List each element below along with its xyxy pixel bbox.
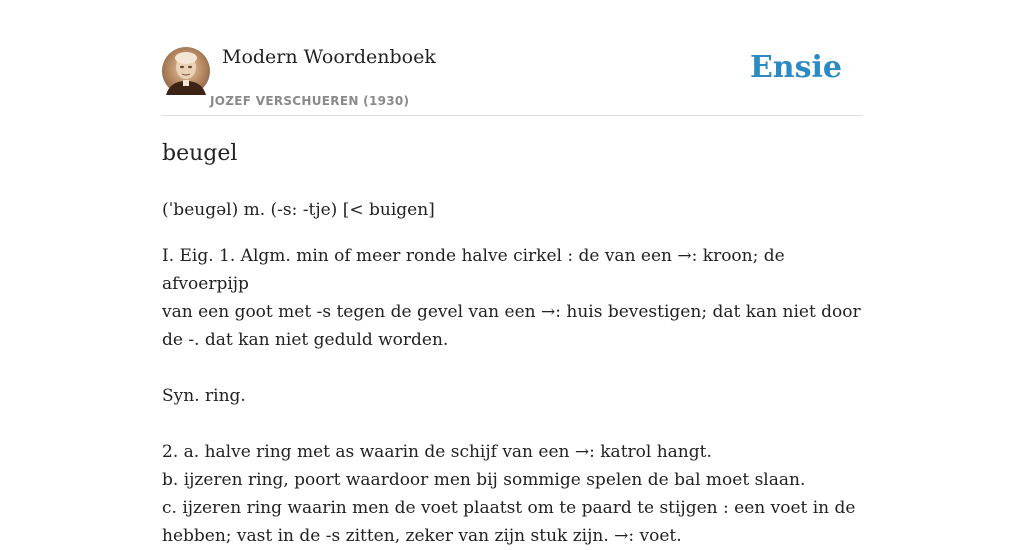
definition-line: c. ijzeren ring waarin men de voet plaatst om te paard te stijgen : een voet in de <box>162 498 856 518</box>
ensie-logo-link[interactable]: Ensie <box>749 50 842 85</box>
definition-line: hebben; vast in de -s zitten, zeker van zijn stuk zijn. →: voet. <box>162 526 682 546</box>
entry-pronunciation: (ˈbeugəl) m. (-s: -tje) [< buigen] <box>162 200 435 220</box>
dictionary-header <box>162 40 862 116</box>
book-title[interactable]: Modern Woordenboek <box>222 46 436 68</box>
definition-line: de -. dat kan niet geduld worden. <box>162 330 449 350</box>
entry-definition <box>162 242 862 550</box>
entry-headword: beugel <box>162 141 238 166</box>
definition-line: van een goot met -s tegen de gevel van een →: huis bevestigen; dat kan niet door <box>162 302 861 322</box>
definition-spacer <box>162 354 862 382</box>
author-avatar <box>162 47 210 95</box>
book-author: JOZEF VERSCHUEREN (1930) <box>210 94 410 108</box>
definition-line: Syn. ring. <box>162 386 246 406</box>
entry-content <box>162 138 862 550</box>
author-portrait-icon <box>162 47 210 95</box>
definition-line: 2. a. halve ring met as waarin de schijf van een →: katrol hangt. <box>162 442 712 462</box>
definition-line: b. ijzeren ring, poort waardoor men bij sommige spelen de bal moet slaan. <box>162 470 806 490</box>
definition-spacer <box>162 410 862 438</box>
definition-line: I. Eig. 1. Algm. min of meer ronde halve cirkel : de van een →: kroon; de afvoerpijp <box>162 246 785 294</box>
